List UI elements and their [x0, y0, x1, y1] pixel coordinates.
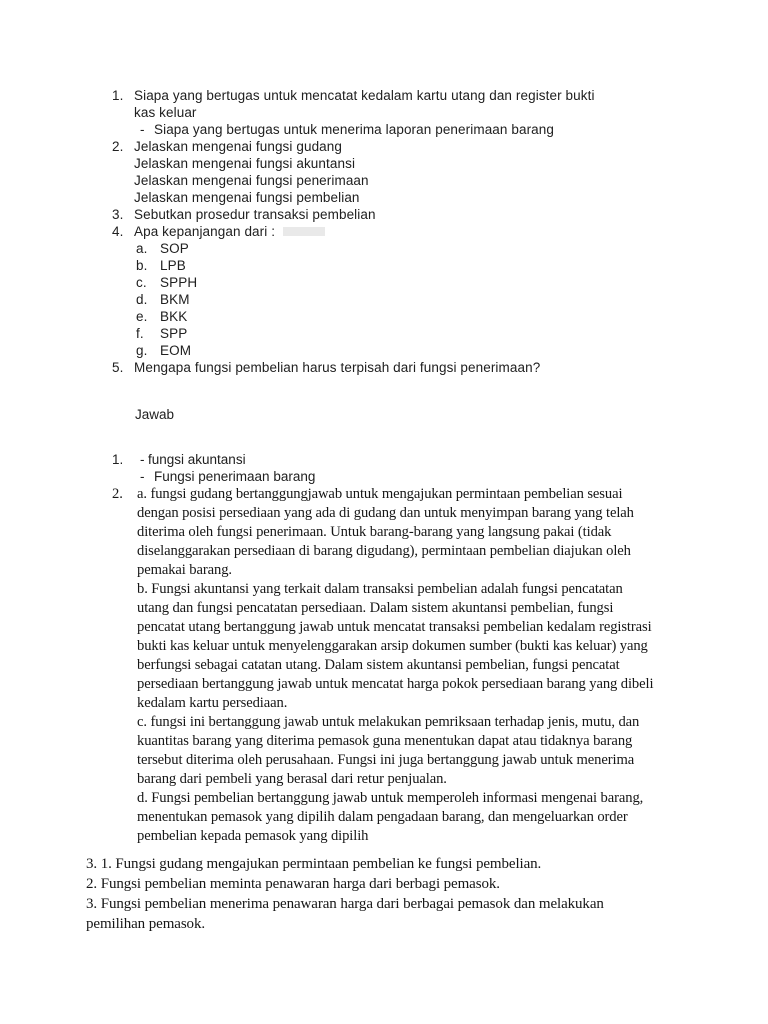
answer-line: kedalam kartu persediaan. [137, 695, 288, 711]
answer-line: b. Fungsi akuntansi yang terkait dalam transaksi pembelian adalah fungsi pencatatan [137, 581, 623, 597]
answer-line: kuantitas barang yang diterima pemasok guna menentukan dapat atau tidaknya barang [137, 733, 633, 749]
question-line: Siapa yang bertugas untuk mencatat kedalam kartu utang dan register bukti [134, 88, 595, 103]
question-line: Jelaskan mengenai fungsi gudang [134, 139, 342, 154]
answer-line: 3. 1. Fungsi gudang mengajukan permintaan pembelian ke fungsi pembelian. [86, 856, 542, 872]
answer-line: Fungsi penerimaan barang [154, 469, 316, 484]
option-letter: f. [136, 326, 144, 341]
question-line: Jelaskan mengenai fungsi penerimaan [134, 173, 369, 188]
answer-line: pencatat utang bertanggung jawab untuk mencatat transaksi pembelian kedalam registrasi [137, 619, 652, 635]
question-line: Sebutkan prosedur transaksi pembelian [134, 207, 376, 222]
option-text: LPB [160, 258, 186, 273]
question-line [134, 223, 708, 240]
answer-number: 2. [112, 486, 123, 502]
question-line: Mengapa fungsi pembelian harus terpisah dari fungsi penerimaan? [134, 360, 541, 375]
answer-subitem [134, 451, 708, 468]
answer-3 [86, 854, 708, 934]
answer-line: pembelian kepada pemasok yang dipilih [137, 828, 369, 844]
question-text [134, 223, 708, 359]
answer-line: fungsi akuntansi [148, 452, 246, 467]
answer-line: bukti kas keluar untuk menyelenggarakan arsip dokumen sumber (bukti kas keluar) yang [137, 638, 648, 654]
answer-number: 1. [112, 452, 124, 467]
answer-line: d. Fungsi pembelian bertanggung jawab untuk memperoleh informasi mengenai barang, [137, 790, 644, 806]
answer-line: diselanggarakan persediaan di barang digudang), permintaan pembelian diajukan oleh [137, 543, 631, 559]
option-item [134, 291, 708, 308]
answer-line: dengan posisi persediaan yang ada di gudang dan untuk menyimpan barang yang telah [137, 505, 634, 521]
question-text [134, 206, 708, 223]
question-line: kas keluar [134, 105, 197, 120]
option-text: BKK [160, 309, 188, 324]
question-4 [112, 223, 708, 359]
question-3 [112, 206, 708, 223]
option-letter: a. [136, 241, 148, 256]
highlight-box [283, 227, 325, 236]
answer-line: 2. Fungsi pembelian meminta penawaran harga dari berbagi pemasok. [86, 876, 500, 892]
answer-line: persediaan bertanggung jawab untuk mencatat harga pokok persediaan barang yang dibeli [137, 676, 654, 692]
answer-line: berfungsi sebagai catatan utang. Dalam sistem akuntansi pembelian, fungsi pencatat [137, 657, 620, 673]
dash-bullet: - [140, 122, 145, 137]
answer-line: tersebut diterima oleh perusahaan. Fungsi ini juga bertanggung jawab untuk menerima [137, 752, 635, 768]
option-item [134, 240, 708, 257]
question-line: Jelaskan mengenai fungsi pembelian [134, 190, 360, 205]
answer-line: utang dan fungsi pencatatan persediaan. Dalam sistem akuntansi pembelian, fungsi [137, 600, 614, 616]
question-text [134, 87, 708, 138]
question-1 [112, 87, 708, 138]
question-subitem [134, 121, 708, 138]
option-item [134, 308, 708, 325]
question-2 [112, 138, 708, 206]
option-item [134, 274, 708, 291]
option-item [134, 325, 708, 342]
answer-1 [112, 451, 708, 485]
question-number: 4. [112, 224, 124, 239]
question-text [134, 359, 708, 376]
question-line: Siapa yang bertugas untuk menerima laporan penerimaan barang [154, 122, 555, 137]
answer-subitem [134, 468, 708, 485]
answer-line: diterima oleh fungsi penerimaan. Untuk barang-barang yang langsung pakai (tidak [137, 524, 612, 540]
option-letter: b. [136, 258, 148, 273]
answer-line: menentukan pemasok yang dipilih dalam pengadaan barang, dan mengeluarkan order [137, 809, 628, 825]
answer-2 [112, 485, 708, 846]
document-content [86, 87, 708, 934]
option-letter: d. [136, 292, 148, 307]
option-text: SPP [160, 326, 188, 341]
dash-bullet: - [140, 452, 145, 467]
answer-line: pemilihan pemasok. [86, 916, 206, 932]
answer-1-row [112, 451, 708, 485]
question-text [134, 138, 708, 206]
answer-line: pemakai barang. [137, 562, 232, 578]
question-number: 5. [112, 360, 124, 375]
option-letter: e. [136, 309, 148, 324]
option-letter: c. [136, 275, 147, 290]
option-text: SPPH [160, 275, 198, 290]
questions-section [112, 87, 708, 376]
question-number: 3. [112, 207, 124, 222]
question-number: 1. [112, 88, 124, 103]
question-line: Jelaskan mengenai fungsi akuntansi [134, 156, 356, 171]
option-text: EOM [160, 343, 192, 358]
answer-line: 3. Fungsi pembelian menerima penawaran harga dari berbagai pemasok dan melakukan [86, 896, 604, 912]
option-text: BKM [160, 292, 190, 307]
dash-bullet: - [140, 469, 145, 484]
answers-heading: Jawab [135, 407, 175, 422]
question-5 [112, 359, 708, 376]
option-item [134, 257, 708, 274]
question-line-text: Apa kepanjangan dari : [134, 224, 276, 239]
answer-text [134, 451, 708, 485]
option-item [134, 342, 708, 359]
answer-line: barang dari pembeli yang berasal dari retur penjualan. [137, 771, 447, 787]
answer-text [137, 485, 708, 846]
answer-line: a. fungsi gudang bertanggungjawab untuk mengajukan permintaan pembelian sesuai [137, 486, 623, 502]
option-letter: g. [136, 343, 148, 358]
option-text: SOP [160, 241, 189, 256]
question-number: 2. [112, 139, 124, 154]
answer-line: c. fungsi ini bertanggung jawab untuk melakukan pemriksaan terhadap jenis, mutu, dan [137, 714, 640, 730]
